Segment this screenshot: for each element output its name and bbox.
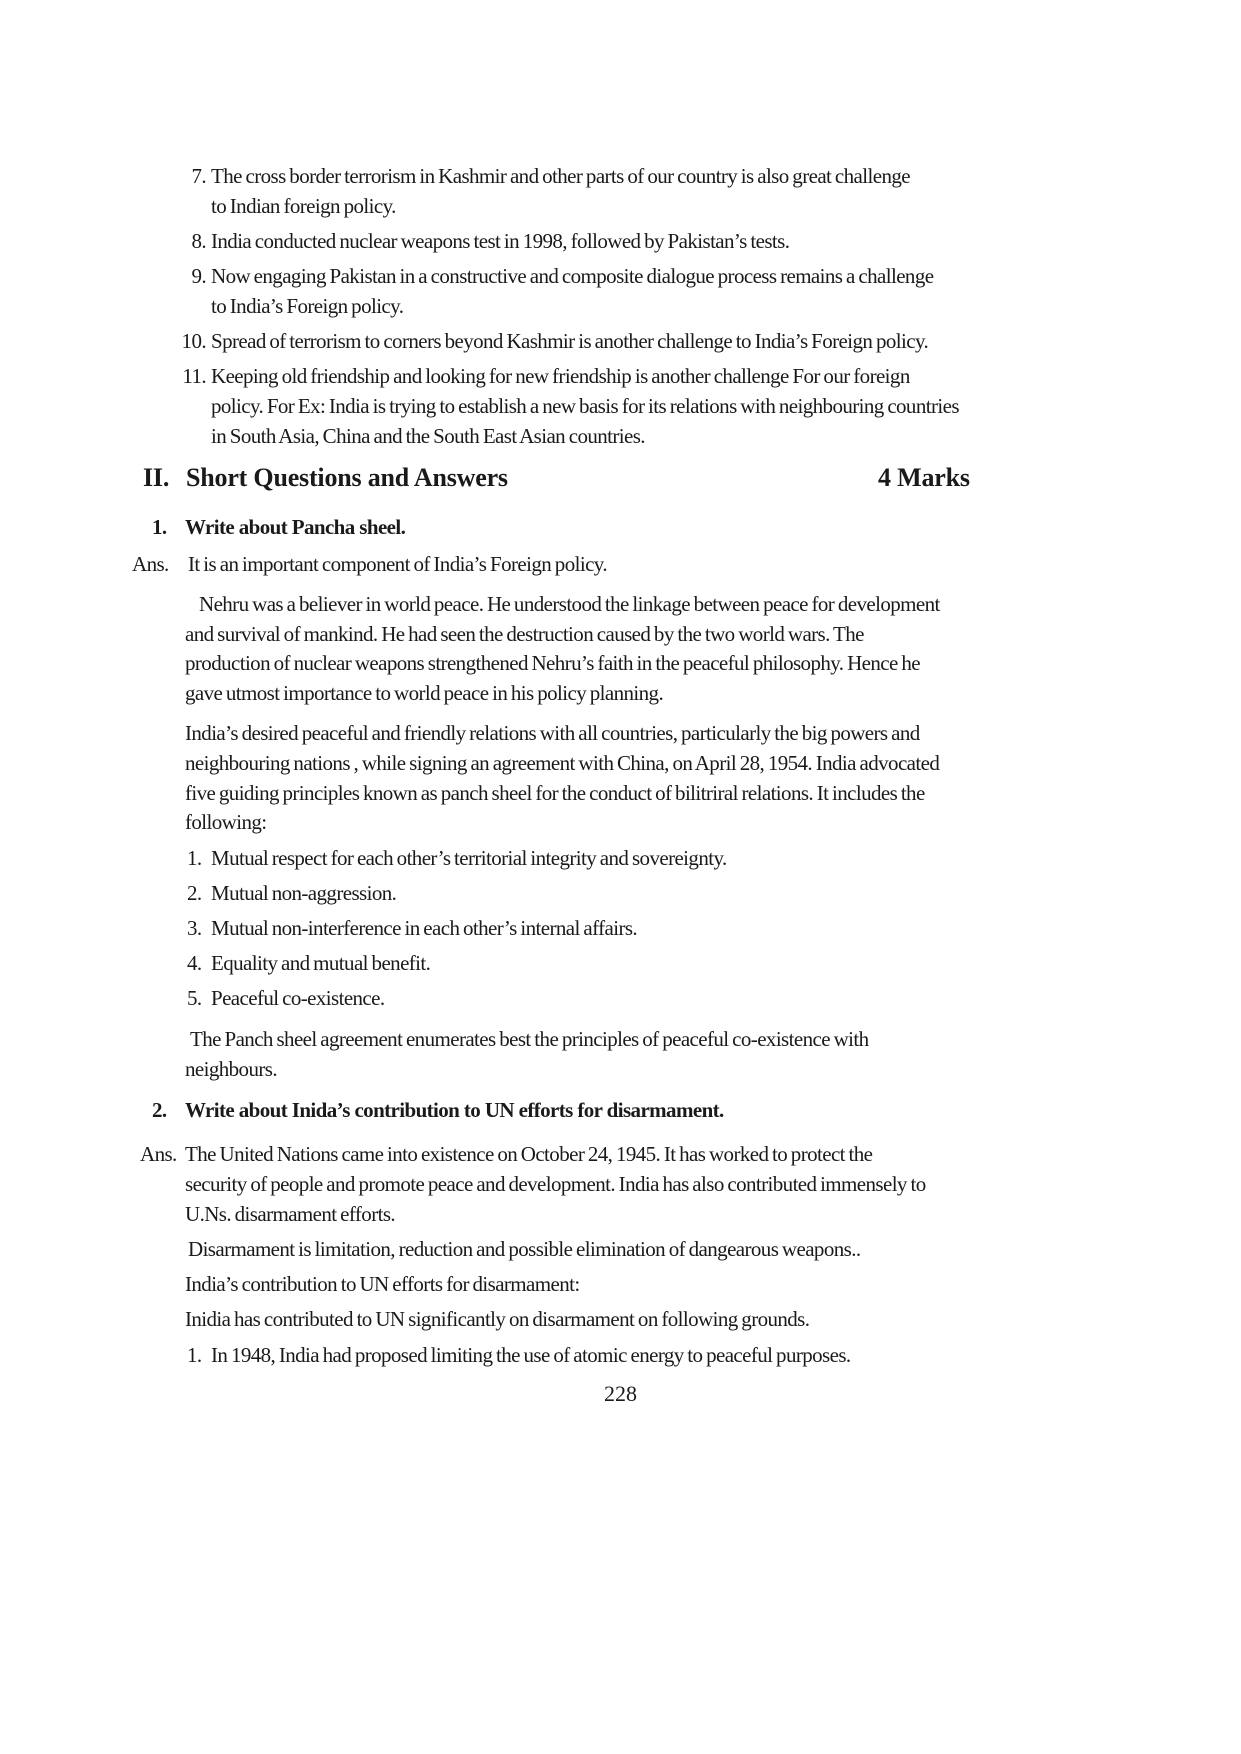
- section-marks: 4 Marks: [878, 463, 970, 492]
- list-item-number: 3.: [187, 916, 202, 940]
- list-item-text: Now engaging Pakistan in a constructive and composite dialogue process remains a challenge: [211, 264, 934, 288]
- list-item-number: 8.: [191, 229, 206, 253]
- answer-first-line: It is an important component of India’s Foreign policy.: [188, 552, 607, 576]
- list-item-text: policy. For Ex: India is trying to establish a new basis for its relations with neighbouring countries: [211, 394, 959, 418]
- answer-line: security of people and promote peace and development. India has also contributed immensely to: [185, 1172, 926, 1196]
- list-item-text: In 1948, India had proposed limiting the use of atomic energy to peaceful purposes.: [211, 1343, 851, 1367]
- list-item-text: to India’s Foreign policy.: [211, 294, 404, 318]
- list-item-text: Mutual non-aggression.: [211, 881, 397, 905]
- list-item-number: 4.: [187, 951, 202, 975]
- page-number: 228: [604, 1381, 637, 1406]
- answer-label: Ans.: [140, 1142, 177, 1166]
- answer-line: U.Ns. disarmament efforts.: [185, 1202, 396, 1226]
- paragraph-line: neighbours.: [185, 1057, 277, 1081]
- answer-label: Ans.: [132, 552, 169, 576]
- paragraph-line: following:: [185, 810, 267, 834]
- list-item-number: 1.: [187, 846, 202, 870]
- list-item-text: Equality and mutual benefit.: [211, 951, 431, 975]
- list-item-number: 2.: [187, 881, 202, 905]
- contribution-heading: India’s contribution to UN efforts for disarmament:: [185, 1272, 580, 1296]
- list-item-text: in South Asia, China and the South East Asian countries.: [211, 424, 645, 448]
- question-text: Write about Pancha sheel.: [185, 515, 406, 539]
- paragraph-line: The Panch sheel agreement enumerates best the principles of peaceful co-existence with: [190, 1027, 869, 1051]
- list-item-text: The cross border terrorism in Kashmir and other parts of our country is also great challenge: [211, 164, 910, 188]
- paragraph-line: five guiding principles known as panch sheel for the conduct of bilitriral relations. It includes the: [185, 781, 925, 805]
- list-item-number: 1.: [187, 1343, 202, 1367]
- list-item-number: 11.: [182, 364, 206, 388]
- list-item-text: Mutual non-interference in each other’s internal affairs.: [211, 916, 638, 940]
- paragraph-line: gave utmost importance to world peace in his policy planning.: [185, 681, 664, 705]
- section-number: II.: [143, 463, 170, 492]
- list-item-number: 9.: [191, 264, 206, 288]
- list-item-text: Mutual respect for each other’s territorial integrity and sovereignty.: [211, 846, 727, 870]
- list-item-text: to Indian foreign policy.: [211, 194, 396, 218]
- section-title: Short Questions and Answers: [186, 463, 508, 492]
- list-item-text: Spread of terrorism to corners beyond Kashmir is another challenge to India’s Foreign policy.: [211, 329, 929, 353]
- list-item-text: Peaceful co-existence.: [211, 986, 385, 1010]
- paragraph-line: India’s desired peaceful and friendly relations with all countries, particularly the big powers and: [185, 721, 920, 745]
- question-number: 1.: [152, 515, 167, 539]
- list-item-text: Keeping old friendship and looking for new friendship is another challenge For our foreign: [211, 364, 910, 388]
- paragraph-line: production of nuclear weapons strengthened Nehru’s faith in the peaceful philosophy. Hence he: [185, 651, 920, 675]
- answer-line: The United Nations came into existence on October 24, 1945. It has worked to protect the: [185, 1142, 873, 1166]
- list-item-number: 7.: [191, 164, 206, 188]
- question-text: Write about Inida’s contribution to UN efforts for disarmament.: [185, 1098, 724, 1122]
- disarmament-definition: Disarmament is limitation, reduction and possible elimination of dangearous weapons..: [188, 1237, 861, 1261]
- list-item-number: 10.: [181, 329, 206, 353]
- paragraph-line: Nehru was a believer in world peace. He understood the linkage between peace for development: [199, 592, 940, 616]
- paragraph-line: neighbouring nations , while signing an agreement with China, on April 28, 1954. India advocated: [185, 751, 940, 775]
- paragraph-line: and survival of mankind. He had seen the destruction caused by the two world wars. The: [185, 622, 864, 646]
- list-item-number: 5.: [187, 986, 202, 1010]
- grounds-intro: Inidia has contributed to UN significantly on disarmament on following grounds.: [185, 1307, 810, 1331]
- question-number: 2.: [152, 1098, 167, 1122]
- list-item-text: India conducted nuclear weapons test in 1998, followed by Pakistan’s tests.: [211, 229, 790, 253]
